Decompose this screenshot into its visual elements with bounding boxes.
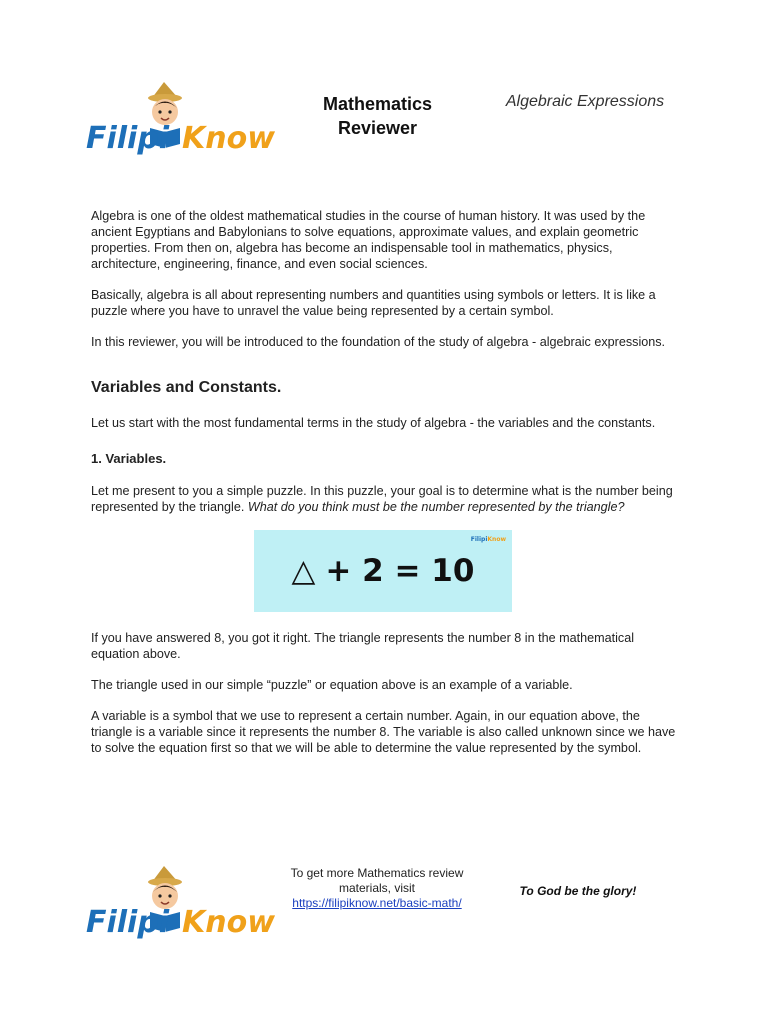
paragraph-variable-definition: A variable is a symbol that we use to represent a certain number. Again, in our equation above, the triangle is a variable since it represents the number 8. The variable is also called unknown since we have to solve the equation first so that we will be able to determine the value represented by the symbol. [91, 709, 676, 755]
footer-brand-text-part2: Know [182, 905, 275, 940]
equation-image [254, 530, 512, 612]
equation-text [292, 553, 475, 589]
filipiknow-logo-graphic [84, 68, 275, 168]
paragraph-puzzle [91, 483, 681, 515]
main-content [91, 208, 681, 771]
heading-variables: 1. Variables. [91, 451, 167, 466]
footer-text: To get more Mathematics review materials, visit [290, 866, 464, 895]
equation-rest: + 2 = 10 [325, 553, 475, 589]
footer-more-materials [282, 866, 472, 911]
puzzle-question: What do you think must be the number represented by the triangle? [247, 500, 625, 514]
puzzle-text: Let me present to you a simple puzzle. In this puzzle, your goal is to determine what is the number being represented by the triangle. [91, 484, 673, 514]
filipiknow-logo [84, 68, 275, 168]
page-title: Mathematics Reviewer [322, 94, 433, 138]
paragraph-fundamental-terms: Let us start with the most fundamental terms in the study of algebra - the variables and the constants. [91, 416, 656, 430]
filipiknow-footer-logo [84, 852, 275, 952]
paragraph-triangle-variable: The triangle used in our simple “puzzle” or equation above is an example of a variable. [91, 678, 573, 692]
paragraph-basically: Basically, algebra is all about representing numbers and quantities using symbols or letters. It is like a puzzle where you have to unravel the value being represented by a certain symbol. [91, 288, 656, 318]
paragraph-answer: If you have answered 8, you got it right. The triangle represents the number 8 in the mathematical equation above. [91, 631, 635, 661]
intro-paragraph: Algebra is one of the oldest mathematical studies in the course of human history. It was used by the ancient Egyptians and Babylonians to solve equations, approximate values, and explain geometric properties. From then on, algebra has become an indispensable tool in mathematics, physics, architecture, engineering, finance, and even social sciences. [91, 209, 646, 271]
footer-link[interactable]: https://filipiknow.net/basic-math/ [292, 896, 462, 910]
filipiknow-footer-logo-graphic [84, 852, 275, 952]
brand-text-part1: Filipi [86, 121, 170, 156]
brand-text-part2: Know [182, 121, 275, 156]
paragraph-reviewer-intro: In this reviewer, you will be introduced to the foundation of the study of algebra - algebraic expressions. [91, 335, 666, 349]
footer-brand-text-part1: Filipi [86, 905, 170, 940]
heading-variables-constants: Variables and Constants. [91, 379, 282, 396]
page-subtitle: Algebraic Expressions [505, 93, 665, 110]
equation-watermark-logo: FilipiKnow [470, 536, 506, 543]
triangle-icon: △ [291, 553, 316, 589]
footer-motto: To God be the glory! [519, 884, 637, 898]
